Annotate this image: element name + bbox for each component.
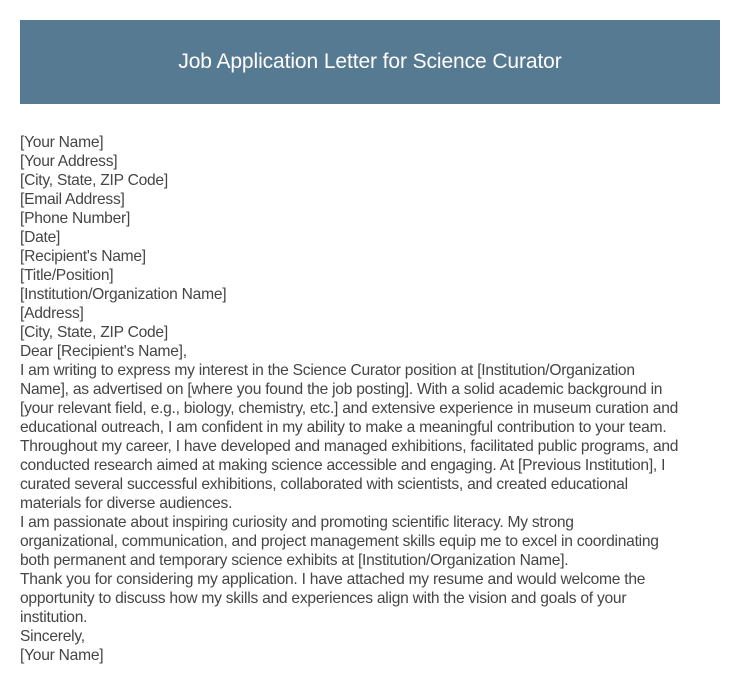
salutation: Dear [Recipient's Name], — [20, 343, 187, 360]
paragraph-line: curated several successful exhibitions, collaborated with scientists, and created educational — [20, 476, 628, 493]
recipient-block — [20, 247, 720, 342]
paragraph-line: I am writing to express my interest in the Science Curator position at [Institution/Organization — [20, 362, 635, 379]
recipient-address: [Address] — [20, 305, 84, 322]
letter-body — [20, 133, 720, 665]
paragraph-line: materials for diverse audiences. — [20, 495, 233, 512]
sender-address: [Your Address] — [20, 153, 118, 170]
page-title: Job Application Letter for Science Curator — [178, 50, 562, 73]
paragraph-line: [your relevant field, e.g., biology, chemistry, etc.] and extensive experience in museum curation and — [20, 400, 679, 417]
paragraph-passion — [20, 513, 720, 570]
signature: [Your Name] — [20, 647, 104, 664]
paragraph-line: institution. — [20, 609, 88, 626]
sender-block — [20, 133, 720, 247]
paragraph-line: educational outreach, I am confident in my ability to make a meaningful contribution to your team. — [20, 419, 667, 436]
paragraph-line: conducted research aimed at making science accessible and engaging. At [Previous Institution], I — [20, 457, 666, 474]
recipient-city-state-zip: [City, State, ZIP Code] — [20, 324, 168, 341]
paragraph-line: Name], as advertised on [where you found the job posting]. With a solid academic background in — [20, 381, 663, 398]
paragraph-line: I am passionate about inspiring curiosity and promoting scientific literacy. My strong — [20, 514, 574, 531]
paragraph-line: organizational, communication, and project management skills equip me to excel in coordinating — [20, 533, 659, 550]
title-banner — [20, 20, 720, 104]
paragraph-intro — [20, 361, 720, 513]
paragraph-line: both permanent and temporary science exhibits at [Institution/Organization Name]. — [20, 552, 569, 569]
sender-name: [Your Name] — [20, 134, 104, 151]
recipient-title: [Title/Position] — [20, 267, 114, 284]
paragraph-line: Thank you for considering my application. I have attached my resume and would welcome the — [20, 571, 646, 588]
closing: Sincerely, — [20, 628, 85, 645]
paragraph-line: Throughout my career, I have developed and managed exhibitions, facilitated public programs, and — [20, 438, 679, 455]
sender-phone: [Phone Number] — [20, 210, 131, 227]
paragraph-line: opportunity to discuss how my skills and experiences align with the vision and goals of your — [20, 590, 627, 607]
recipient-institution: [Institution/Organization Name] — [20, 286, 227, 303]
sender-city-state-zip: [City, State, ZIP Code] — [20, 172, 168, 189]
letter-date: [Date] — [20, 229, 61, 246]
recipient-name: [Recipient's Name] — [20, 248, 146, 265]
paragraph-thanks — [20, 570, 720, 627]
sender-email: [Email Address] — [20, 191, 125, 208]
